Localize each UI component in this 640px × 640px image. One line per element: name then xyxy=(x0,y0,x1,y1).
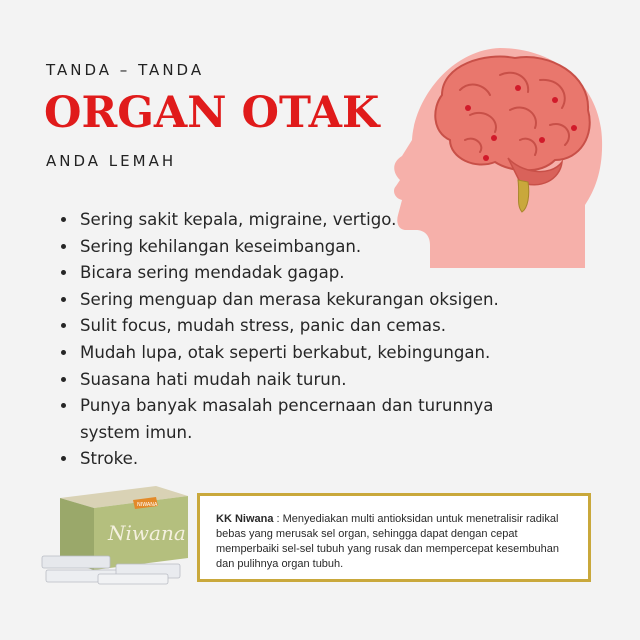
headline: ORGAN OTAK xyxy=(44,88,380,138)
list-item: • Stroke. xyxy=(78,446,538,473)
list-item: • Mudah lupa, otak seperti berkabut, kebingungan. xyxy=(78,340,538,367)
product-image xyxy=(38,478,198,588)
symptom-list xyxy=(56,207,538,473)
kicker-top: TANDA – TANDA xyxy=(46,61,205,79)
list-item: • Bicara sering mendadak gagap. xyxy=(78,260,538,287)
list-item: • Sering sakit kepala, migraine, vertigo. xyxy=(78,207,538,234)
list-item: • Sulit focus, mudah stress, panic dan cemas. xyxy=(78,313,538,340)
list-item: • Sering menguap dan merasa kekurangan oksigen. xyxy=(78,287,538,314)
info-text: : Menyediakan multi antioksidan untuk menetralisir radikal bebas yang merusak sel organ, sehingga dapat dengan cepat memperbaiki sel-sel tubuh yang rusak dan mempercepat kesembuhan dan pulihnya organ tubuh. xyxy=(216,513,560,570)
info-box xyxy=(197,493,591,582)
kicker-bottom: ANDA LEMAH xyxy=(46,152,177,170)
list-item: • Punya banyak masalah pencernaan dan turunnya system imun. xyxy=(78,393,538,446)
product-ribbon: NIWANA xyxy=(137,502,158,508)
list-item: • Suasana hati mudah naik turun. xyxy=(78,367,538,394)
info-title: KK Niwana xyxy=(216,513,274,525)
list-item: • Sering kehilangan keseimbangan. xyxy=(78,234,538,261)
product-brand: Niwana xyxy=(108,521,186,545)
